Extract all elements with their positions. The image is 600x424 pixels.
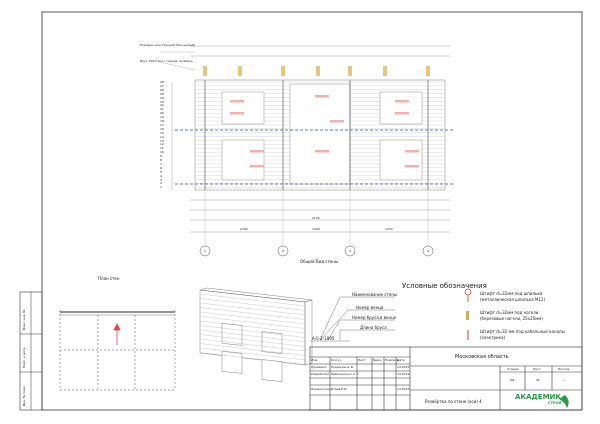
title-block-cell: 14.2015 [397,387,410,391]
left-axis-tick: 8 [160,158,162,162]
left-axis-tick: 5 [160,169,162,174]
pin-label-mark [230,100,244,103]
iso-log-line [200,353,305,365]
plan-caption: План стен [98,276,120,281]
left-axis-tick: 20 [160,111,164,116]
legend-item-1-line1: Штифт d=32мм под шпилька [480,291,543,296]
left-axis-tick: 9 [160,154,162,159]
left-axis-tick: 3 [160,177,162,182]
title-block-cell: Изм. [311,358,319,362]
legend-item-2-line1: Штифт d=32мм под нагели [480,310,539,315]
callout-crown-number: Номер венца [356,305,384,310]
company-logo-text: АКАДЕМИК [515,393,562,401]
title-block-cell: Рыбальченко А. Г. [331,372,360,376]
iso-log-line [200,335,305,347]
left-axis-tick: 14 [160,134,164,139]
drawing-caption: Общий Вид стены [300,259,338,264]
title-block-cell: Лист [358,358,366,362]
pin-label-mark [330,120,344,123]
sheets-header: Листов [558,367,570,371]
iso-log-line [200,339,305,351]
pin-label-mark [395,112,409,115]
left-axis-tick: 18 [160,119,164,123]
side-stamp-inventory: Инв. № подл. [22,385,26,406]
left-axis-tick: 26 [160,87,164,92]
left-axis-tick: 2 [160,181,162,186]
title-block-cell: Кол.уч [331,358,342,362]
dowel-marker [383,66,387,76]
left-axis-tick: 25 [160,91,164,96]
sheet-value: 21 [536,378,540,382]
pin-label-mark [315,150,329,153]
pin-label-mark [250,165,264,168]
left-axis-tick: 17 [160,122,164,127]
legend-item-1-line2: (металлическая шпилька М12) [480,297,546,302]
left-axis-tick: 21 [160,107,164,112]
title-block-cell: Дата [397,358,405,362]
left-axis-tick: 13 [160,138,164,143]
iso-log-line [200,326,305,338]
axis-bubble-label: 3 [349,249,351,253]
axis-bubble-label: 1 [204,249,206,253]
iso-log-line [200,308,305,320]
callout-beam-length: Длина бруса [360,325,387,330]
iso-log-line [200,321,305,333]
left-axis-tick: 24 [160,95,164,100]
left-axis-tick: 15 [160,130,164,135]
title-block-cell: 14.2015 [397,365,410,369]
pin-label-mark [250,150,264,153]
legend-symbols [465,289,471,340]
dowel-marker [348,66,352,76]
axis-bubble-label: 2 [282,249,284,253]
iso-log-line [200,303,305,315]
left-axis-tick: 27 [160,83,164,88]
left-axis-tick: 1 [160,185,162,190]
wall-plan [60,310,175,390]
left-axis-tick: 23 [160,99,164,104]
sheets-value: — [562,378,565,382]
dimension-value: 2700 [240,227,248,231]
sheet-header: Лист [533,367,541,371]
dimension-value: 2100 [312,216,320,220]
pin-label-mark [315,95,329,98]
title-block-cell: Подпись [385,358,399,362]
left-axis-tick: 28 [160,80,164,84]
dowel-marker [281,66,285,76]
left-axis-tick: 7 [160,161,162,166]
iso-log-line [200,330,305,342]
dimension-value: 1250 [385,227,393,231]
dowel-marker [203,66,207,76]
wall-isometric [200,288,312,382]
callout-beam-number: Номер бруса в венце [352,315,397,320]
pin-label-mark [405,165,419,168]
side-stamp-sign-date: Подп. и дата [22,347,26,368]
iso-log-line [200,312,305,324]
legend-item-3-line1: Штифт d=32 мм под кабельные каналы [480,329,565,334]
title-block-cell: 14.2015 [397,372,410,376]
iso-log-line [200,348,305,360]
left-axis-tick: 11 [160,146,164,151]
left-axis-tick: 12 [160,142,164,147]
title-block-cell: №док [373,358,382,362]
left-axis-tick: 19 [160,115,164,120]
stage-header: Стадия [507,367,519,371]
left-axis-tick: 10 [160,150,164,155]
pin-label-mark [405,150,419,153]
title-block-cell: Проверил [311,365,327,369]
title-block-cell: Нормоконтр. [311,387,332,391]
header-label-1: Размеры конструкций (без щелей) [140,43,195,47]
legend-item-3-line2: (электрика) [480,335,506,340]
company-logo-subtext: СТРОЙ [548,401,562,405]
left-axis-tick: 16 [160,126,164,131]
axis-bubble-label: 4 [427,249,429,253]
header-label-2: Брус 150/3 мм с торцов, штабель [140,59,193,63]
title-block-cell: Родионов А. Б. [331,365,354,369]
dowel-marker [426,66,430,76]
pin-label-mark [395,100,409,103]
legend-title: Условные обозначения [402,282,487,290]
side-stamp-replace: Взам. инв. № [22,309,26,330]
sample-code: А-5-2-1895 [312,336,335,341]
left-axis-tick: 4 [160,173,162,178]
region-title: Московская область [455,354,509,360]
legend-item-2-line2: (березовые нагели, 25х25мм) [480,316,543,321]
dimension-value: 1400 [312,227,320,231]
title-block-cell: Исаев Е.И. [331,387,348,391]
dowel-marker [316,66,320,76]
pin-label-mark [230,112,244,115]
callout-wall-name: Наименование стены [352,292,398,297]
iso-log-line [200,317,305,329]
sheet-title: Развёртка по стене (оси) 4 [425,399,482,404]
stage-value: КД [510,378,515,382]
iso-log-line [200,344,305,356]
left-axis-tick: 6 [160,165,162,170]
title-block-cell: Разработал [311,372,330,376]
dowel-marker [238,66,242,76]
left-axis-tick: 22 [160,103,164,108]
